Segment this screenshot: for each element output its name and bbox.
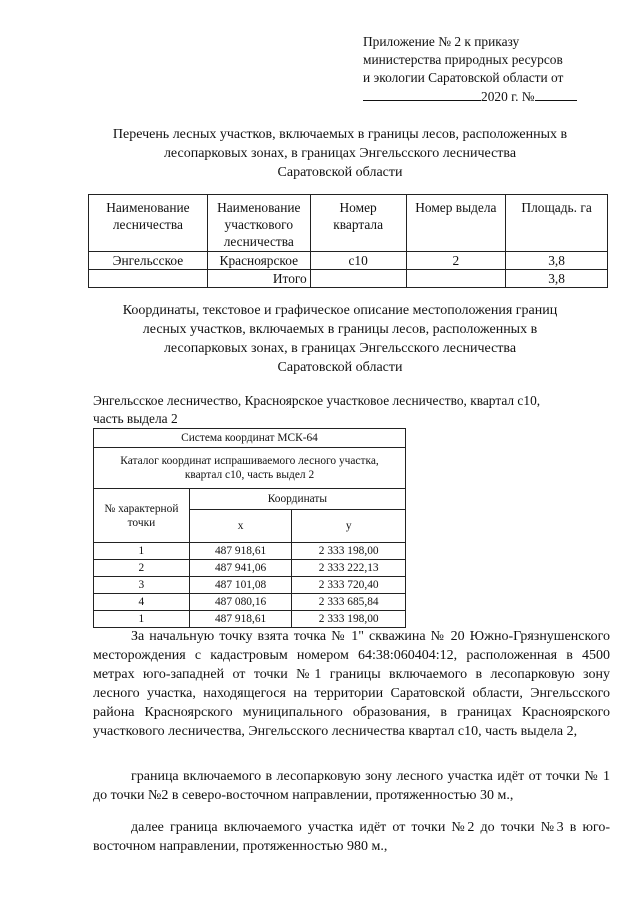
table-row [89,252,608,270]
table-row [94,594,406,611]
x-value: 487 918,61 [189,611,292,628]
table-row [94,560,406,577]
list-title-line-1: Перечень лесных участков, включаемых в границы лесов, расположенных в [112,127,568,142]
coordinates-header: Координаты [189,489,405,510]
y-header: у [292,510,406,543]
point-number: 3 [94,577,190,594]
x-value: 487 918,61 [189,543,292,560]
coordinates-title-line-2: лесных участков, включаемых в границы лесов, расположенных в [142,322,538,337]
point-number: 1 [94,543,190,560]
y-value: 2 333 222,13 [292,560,406,577]
header-allotment: Номер выдела [406,195,506,252]
cell-allotment: 2 [406,252,506,270]
number-blank [535,87,577,101]
cell-total-value: 3,8 [506,270,608,288]
appendix-date-year: 2020 г. № [481,89,535,104]
list-title-line-3: Саратовской области [277,165,403,180]
forest-plots-table [88,194,608,288]
cell-total-blank [89,270,208,288]
coordinates-title-line-3: лесопарковых зонах, в границах Энгельсского лесничества [163,341,517,356]
cell-total-blank-3 [406,270,506,288]
x-value: 487 941,06 [189,560,292,577]
y-value: 2 333 198,00 [292,543,406,560]
list-title-line-2: лесопарковых зонах, в границах Энгельсского лесничества [163,146,517,161]
date-blank [363,87,481,101]
appendix-date-line [363,87,613,106]
appendix-line-1: Приложение № 2 к приказу [363,34,520,49]
header-district-forestry: Наименование участкового лесничества [207,195,310,252]
appendix-line-3: и экологии Саратовской области от [363,70,564,85]
coordinates-title-line-1: Координаты, текстовое и графическое описание местоположения границ [122,303,558,318]
point-number: 2 [94,560,190,577]
header-quarter: Номер квартала [310,195,406,252]
y-value: 2 333 198,00 [292,611,406,628]
location-line-2: часть выдела 2 [93,411,178,426]
cell-district-forestry: Красноярское [207,252,310,270]
coord-system-row [94,429,406,448]
appendix-header [363,33,613,106]
catalog-row [94,448,406,489]
list-title [60,125,620,182]
paragraph-boundary-2-3: далее граница включаемого участка идёт от точки №2 до точки №3 в юго-восточном направлении, протяженностью 980 м., [93,820,610,854]
x-value: 487 080,16 [189,594,292,611]
location-line-1: Энгельсское лесничество, Красноярское участковое лесничество, квартал с10, [93,393,541,408]
y-value: 2 333 720,40 [292,577,406,594]
table-total-row [89,270,608,288]
coordinates-title [60,301,620,377]
appendix-line-2: министерства природных ресурсов [363,52,563,67]
table-row [94,543,406,560]
point-number: 4 [94,594,190,611]
coord-header-row [94,489,406,510]
cell-total-blank-2 [310,270,406,288]
coordinates-title-line-4: Саратовской области [277,360,403,375]
point-number: 1 [94,611,190,628]
x-value: 487 101,08 [189,577,292,594]
cell-total-label: Итого [207,270,310,288]
table-row [94,611,406,628]
catalog-title: Каталог координат испрашиваемого лесного участка, квартал с10, часть выдел 2 [94,448,406,489]
table-row [94,577,406,594]
coord-system: Система координат МСК-64 [94,429,406,448]
y-value: 2 333 685,84 [292,594,406,611]
paragraph-boundary-1-2: граница включаемого в лесопарковую зону лесного участка идёт от точки № 1 до точки №2 в северо-восточном направлении, протяженностью 30 м., [93,769,610,803]
cell-area: 3,8 [506,252,608,270]
header-area: Площадь. га [506,195,608,252]
table-header-row [89,195,608,252]
cell-forestry: Энгельсское [89,252,208,270]
location-description [93,392,613,428]
paragraph-start-point: За начальную точку взята точка № 1" скважина № 20 Южно-Грязнушенского месторождения с кадастровым номером 64:38:060404:12, расположенная в 4500 метрах юго-западней от точки №1 границы включаемого в лесопарковую зону лесного участка, находящегося на территории Саратовской области, Энгельсского района Красноярского муниципального образования, в границах Красноярского участкового лесничества, Энгельсского лесничества квартал с10, часть выдела 2, [93,629,610,739]
cell-quarter: с10 [310,252,406,270]
point-number-header: № характерной точки [94,489,190,543]
x-header: х [189,510,292,543]
coordinates-table [93,428,406,628]
header-forestry: Наименование лесничества [89,195,208,252]
